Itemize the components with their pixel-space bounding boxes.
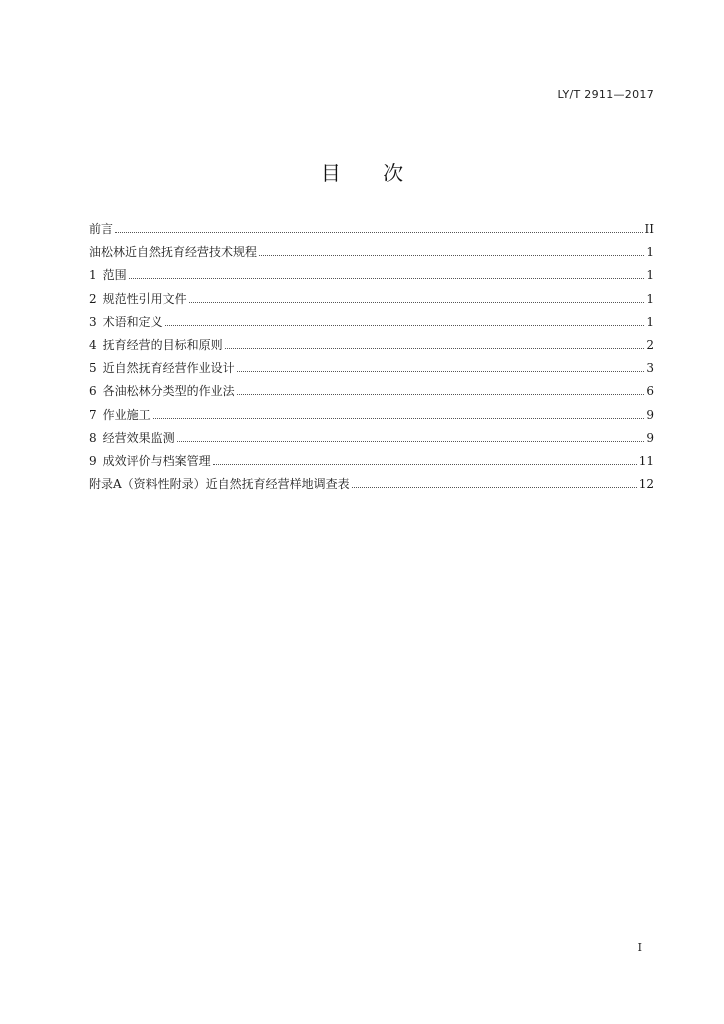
toc-entry[interactable] xyxy=(89,314,654,337)
toc-entry-label: 规范性引用文件 xyxy=(102,291,187,306)
toc-entry[interactable] xyxy=(89,291,654,314)
toc-entry-page: 2 xyxy=(646,337,654,352)
toc-entry[interactable] xyxy=(89,360,654,383)
toc-dot-leader xyxy=(153,418,645,419)
toc-dot-leader xyxy=(189,302,645,303)
toc-entry-page: 9 xyxy=(646,430,654,445)
toc-dot-leader xyxy=(129,278,645,279)
toc-entry-number: 2 xyxy=(89,291,97,306)
toc-dot-leader xyxy=(225,348,645,349)
toc-entry-label: 作业施工 xyxy=(102,407,151,422)
toc-dot-leader xyxy=(259,255,644,256)
toc-dot-leader xyxy=(213,464,637,465)
toc-entry-label: 成效评价与档案管理 xyxy=(102,453,211,468)
toc-entry-page: 1 xyxy=(646,314,654,329)
toc-entry[interactable] xyxy=(89,383,654,406)
toc-entry-number: 8 xyxy=(89,430,97,445)
toc-entry-page: 9 xyxy=(646,407,654,422)
toc-entry[interactable] xyxy=(89,267,654,290)
toc-entry-number: 6 xyxy=(89,384,97,399)
toc-entry-label: 范围 xyxy=(102,268,127,283)
toc-dot-leader xyxy=(237,394,645,395)
toc-entry-label: 术语和定义 xyxy=(102,314,163,329)
toc-entry-label: 抚育经营的目标和原则 xyxy=(102,337,223,352)
toc-entry[interactable] xyxy=(89,430,654,453)
toc-entry-number: 9 xyxy=(89,453,97,468)
toc-dot-leader xyxy=(177,441,645,442)
toc-entry-page: 6 xyxy=(646,384,654,399)
table-of-contents xyxy=(89,221,654,499)
toc-entry-page: 12 xyxy=(638,477,654,492)
toc-entry-page: 1 xyxy=(646,245,654,260)
toc-dot-leader xyxy=(237,371,645,372)
page-title: 目 次 xyxy=(320,161,422,185)
toc-entry[interactable] xyxy=(89,221,654,244)
toc-entry-page: 11 xyxy=(638,453,654,468)
toc-entry[interactable] xyxy=(89,337,654,360)
toc-dot-leader xyxy=(165,325,645,326)
toc-entry[interactable] xyxy=(89,453,654,476)
document-code: LY/T 2911—2017 xyxy=(557,88,654,101)
toc-entry-number: 4 xyxy=(89,337,97,352)
toc-entry-number: 3 xyxy=(89,314,97,329)
toc-entry[interactable] xyxy=(89,244,654,267)
toc-entry-label: 附录A（资料性附录）近自然抚育经营样地调查表 xyxy=(89,477,350,492)
toc-entry-number: 1 xyxy=(89,268,97,283)
toc-dot-leader xyxy=(352,487,637,488)
toc-entry-label: 油松林近自然抚育经营技术规程 xyxy=(89,245,258,260)
toc-entry-number: 5 xyxy=(89,361,97,376)
toc-entry-label: 经营效果监测 xyxy=(102,430,175,445)
page-number: I xyxy=(637,941,642,954)
toc-dot-leader xyxy=(115,232,643,233)
toc-entry-page: 3 xyxy=(646,361,654,376)
toc-entry[interactable] xyxy=(89,407,654,430)
toc-entry-page: II xyxy=(644,222,654,236)
toc-entry-page: 1 xyxy=(646,268,654,283)
toc-entry-label: 前言 xyxy=(89,222,114,236)
toc-entry[interactable] xyxy=(89,476,654,499)
toc-entry-page: 1 xyxy=(646,291,654,306)
toc-entry-label: 近自然抚育经营作业设计 xyxy=(102,361,235,376)
toc-entry-number: 7 xyxy=(89,407,97,422)
toc-entry-label: 各油松林分类型的作业法 xyxy=(102,384,235,399)
